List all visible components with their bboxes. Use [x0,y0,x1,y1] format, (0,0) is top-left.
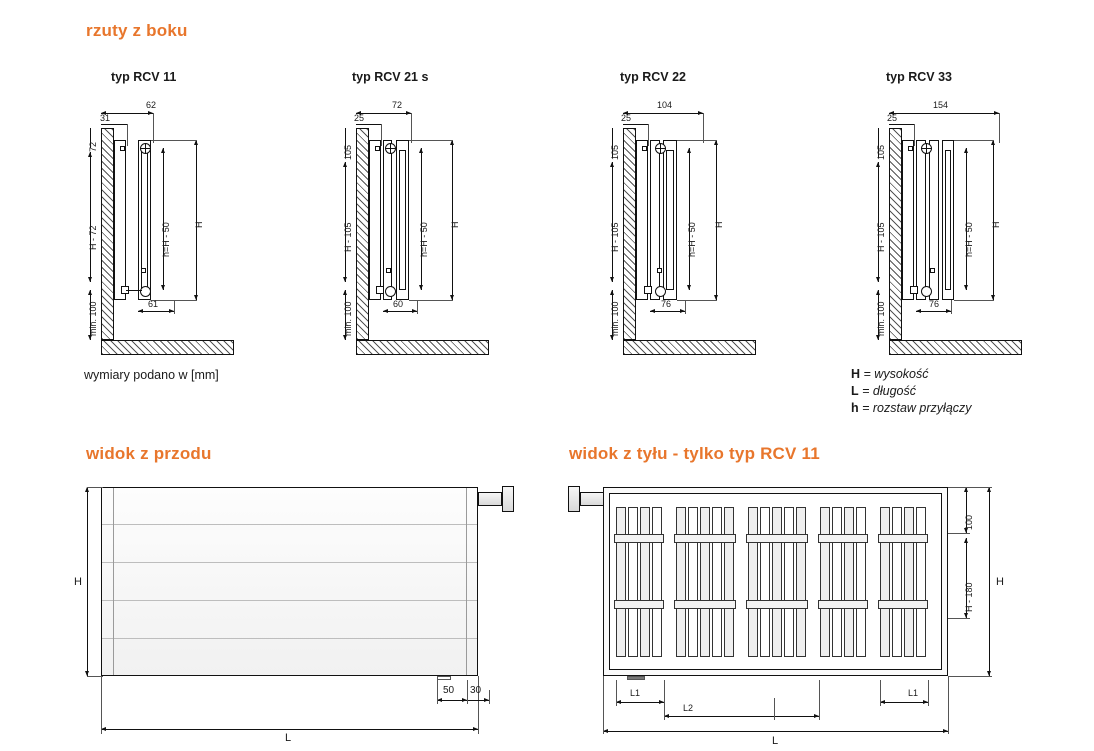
ext-line-5 [951,300,952,314]
rear-fin [688,507,698,657]
ext-line-4 [677,300,717,301]
wall-hatch [101,128,114,340]
valve-nipple [580,492,604,506]
ext-line-a [437,680,438,704]
ext-line-rear-l2 [948,676,949,734]
dim-arrow-up-1 [876,162,880,167]
ext-line-2 [914,124,915,146]
dim-floor-min: min. 100 [610,301,620,336]
bracket-fix-top [642,146,647,151]
dim-height: H [714,221,724,228]
dim-top-small: 25 [621,113,632,123]
valve-connection-bottom [140,286,151,297]
ext-line-1 [411,113,412,143]
front-bottom-connector [437,676,451,680]
dim-arrow-up-3 [419,148,423,153]
dim-line-seg-right [880,702,928,703]
dim-arrow-left-2 [650,309,655,313]
rear-fin [844,507,854,657]
mounting-profile [114,140,126,300]
dim-line-seg-left [616,702,664,703]
valve-body-bottom [376,286,384,294]
dim-arrow-up-2 [876,290,880,295]
legend-text-h: = rozstaw przyłączy [862,401,972,415]
dim-front-height: H [74,576,82,588]
dim-line-top-total [623,113,703,114]
dim-seg-left: L1 [630,688,641,698]
dim-seg-mid: L2 [683,703,694,713]
rear-fin [820,507,830,657]
dim-arrow-up-2 [343,290,347,295]
mounting-profile [369,140,381,300]
radiator-panel-mid [929,140,939,300]
dim-arrow-up-3 [687,148,691,153]
mounting-profile [636,140,648,300]
dim-arrow-left-2 [916,309,921,313]
dim-bottom: 61 [148,299,159,309]
dim-arrow-left-2 [383,309,388,313]
dim-top-total: 154 [933,100,949,110]
dim-top-small: 25 [354,113,365,123]
dim-arrow-up-3 [964,148,968,153]
ext-line-rear-s6 [928,680,929,706]
ext-line-rear-s4 [819,680,820,720]
valve-head [502,486,514,512]
radiator-panel-back [383,140,392,300]
air-vent [141,268,146,273]
dim-wall-top: 105 [876,144,886,160]
dim-arrow-down-1 [88,277,92,282]
rear-fin [856,507,866,657]
dim-arrow-down-1 [610,277,614,282]
dim-line-H [196,140,197,300]
dim-arrow-down-1 [876,277,880,282]
dim-front-offset-b: 30 [470,685,482,696]
ext-line-3 [151,140,197,141]
connection-pipe [126,290,142,291]
dim-wall-top: 72 [88,141,98,152]
ext-line-rear-l1 [603,676,604,734]
dim-arrow-left-2 [138,309,143,313]
wall-hatch [356,128,369,340]
radiator-panel-back [650,140,660,300]
front-seam-2 [102,562,477,563]
rear-fin [700,507,710,657]
dim-arrow-down-3 [161,285,165,290]
ext-line-rear-s1 [616,680,617,706]
dim-line-H [716,140,717,300]
dim-line-H [452,140,453,300]
floor-hatch [623,340,756,355]
dim-line-front-H [87,487,88,676]
radiator-panel-inner [945,150,951,290]
dim-line-top-small [889,124,914,125]
dim-height: H [194,221,204,228]
legend-block [851,366,972,417]
ext-line-c [489,690,490,704]
dim-rear-top: 100 [964,514,974,530]
dim-line-seg-mid [664,716,819,717]
rear-crossbar [878,600,928,609]
rear-fin [904,507,914,657]
bracket-fix-top [375,146,380,151]
ext-line-rear-1 [948,487,992,488]
rear-fin [712,507,722,657]
dim-arrow-down-3 [964,285,968,290]
rear-fin [892,507,902,657]
wall-hatch [623,128,636,340]
ext-line-h-top [87,487,103,488]
dim-rear-length: L [772,735,779,747]
ext-line-rear-4 [948,676,992,677]
ext-line-rear-2 [948,533,970,534]
dim-arrow-down-1 [343,277,347,282]
ext-line-2 [381,124,382,146]
side-view-title-2: typ RCV 21 s [352,70,429,84]
dim-line-h [421,148,422,290]
legend-text-H: = wysokość [863,367,929,381]
side-view-title-1: typ RCV 11 [111,70,177,84]
rear-fin [628,507,638,657]
rear-fin [916,507,926,657]
rear-crossbar [818,534,868,543]
ext-line-l-left [101,676,102,734]
dim-wall-top: 105 [343,144,353,160]
ext-line-5 [685,300,686,314]
ext-line-1 [703,113,704,143]
rear-bottom-connector [627,676,645,680]
dim-front-length: L [285,732,292,744]
front-seam-3 [102,600,477,601]
legend-row-l [851,383,972,400]
dim-arrow-up-2 [88,290,92,295]
valve-head [568,486,580,512]
rear-crossbar [674,600,736,609]
dim-arrow-down-3 [419,285,423,290]
dim-line-h [966,148,967,290]
radiator-panel-back [916,140,926,300]
dim-line-rear-H [989,487,990,676]
dim-arrow-up-1 [610,162,614,167]
floor-hatch [101,340,234,355]
front-edge-right [466,488,467,675]
dim-wall-height: H - 105 [876,222,886,252]
rear-crossbar [746,534,808,543]
ext-line-3 [409,140,453,141]
dim-wall-height: H - 105 [610,222,620,252]
ext-line-b [467,680,468,704]
ext-line-5 [174,300,175,314]
dim-line-top-small [356,124,381,125]
rear-crossbar [878,534,928,543]
ext-line-2 [648,124,649,146]
rear-crossbar [674,534,736,543]
legend-row-h-small [851,400,972,417]
ext-line-4 [409,300,453,301]
ext-line-2 [127,124,128,146]
valve-nipple [478,492,502,506]
ext-line-1 [999,113,1000,143]
rear-fin [832,507,842,657]
ext-line-rear-3 [948,618,970,619]
dim-height: H [450,221,460,228]
ext-line-3 [954,140,994,141]
rear-crossbar [614,534,664,543]
valve-top-cross-v [390,143,391,154]
section-title-front-view: widok z przodu [86,444,212,463]
dim-rear-height: H [996,576,1004,588]
front-radiator-body [101,487,478,676]
rear-fin [748,507,758,657]
rear-fin [880,507,890,657]
dim-h-formula: h=H - 50 [964,222,974,257]
rear-fin [676,507,686,657]
dim-height: H [991,221,1001,228]
wall-hatch [889,128,902,340]
dim-front-offset-a: 50 [443,685,455,696]
dim-arrow-up-2 [610,290,614,295]
ext-line-rear-s5 [880,680,881,706]
dim-floor-min: min. 100 [88,301,98,336]
dim-line-h [689,148,690,290]
rear-fin [760,507,770,657]
bracket-fix-top [120,146,125,151]
dim-top-total: 104 [657,100,673,110]
side-view-title-4: typ RCV 33 [886,70,952,84]
dim-h-formula: h=H - 50 [161,222,171,257]
dim-line-wall-height [90,152,91,282]
valve-top-cross-v [926,143,927,154]
dim-arrow-up-1 [88,152,92,157]
front-edge-left [113,488,114,675]
air-vent [930,268,935,273]
dim-line-rear-L [603,731,948,732]
front-seam-1 [102,524,477,525]
dim-wall-height: H - 72 [88,225,98,250]
dim-arrow-rear-mid-u [964,538,968,543]
valve-body-bottom [910,286,918,294]
dim-top-total: 72 [392,100,403,110]
valve-top-cross-v [145,143,146,154]
air-vent [657,268,662,273]
valve-connection-bottom [385,286,396,297]
dim-bottom: 76 [661,299,672,309]
side-view-title-3: typ RCV 22 [620,70,686,84]
dim-arrow-down-3 [687,285,691,290]
dim-top-total: 62 [146,100,157,110]
section-title-side-views: rzuty z boku [86,21,188,40]
valve-top-cross-v [660,143,661,154]
dim-line-h [163,148,164,290]
dim-top-small: 25 [887,113,898,123]
rear-fin [616,507,626,657]
rear-crossbar [614,600,664,609]
legend-row-h [851,366,972,383]
dim-bottom: 76 [929,299,940,309]
dim-floor-min: min. 100 [876,301,886,336]
rear-fin [796,507,806,657]
dim-top-small: 31 [100,113,111,123]
rear-fin [640,507,650,657]
rear-fin [772,507,782,657]
ext-line-rear-s3 [774,698,775,720]
legend-symbol-h: h [851,401,859,415]
radiator-panel-inner [666,150,674,290]
bracket-fix-top [908,146,913,151]
dim-line-top-small [101,124,127,125]
ext-line-3 [677,140,717,141]
rear-fin [724,507,734,657]
ext-line-rear-s2 [664,680,665,720]
rear-crossbar [746,600,808,609]
dim-line-top-total [356,113,411,114]
mounting-profile [902,140,914,300]
dim-line-top-small [623,124,648,125]
air-vent [386,268,391,273]
dim-line-top-total [889,113,999,114]
dim-wall-height: H - 105 [343,222,353,252]
units-note: wymiary podano w [mm] [84,368,219,382]
dim-line-front-L [101,729,478,730]
rear-fin [784,507,794,657]
dim-seg-right: L1 [908,688,919,698]
ext-line-5 [417,300,418,314]
legend-text-L: = długość [862,384,916,398]
valve-connection-bottom [921,286,932,297]
ext-line-4 [954,300,994,301]
section-title-rear-view: widok z tyłu - tylko typ RCV 11 [569,444,820,463]
radiator-panel-inner [399,150,406,290]
rear-crossbar [818,600,868,609]
floor-hatch [889,340,1022,355]
valve-connection-bottom [655,286,666,297]
dim-floor-min: min. 100 [343,301,353,336]
dim-arrow-up-1 [343,162,347,167]
ext-line-1 [153,113,154,143]
dim-line-H [993,140,994,300]
rear-fin [652,507,662,657]
legend-symbol-L: L [851,384,859,398]
floor-hatch [356,340,489,355]
dim-rear-mid: H - 180 [964,582,974,612]
legend-symbol-H: H [851,367,861,381]
dim-arrow-up-3 [161,148,165,153]
front-seam-4 [102,638,477,639]
dim-wall-top: 105 [610,144,620,160]
dim-h-formula: h=H - 50 [687,222,697,257]
dim-h-formula: h=H - 50 [419,222,429,257]
valve-body-bottom [644,286,652,294]
dim-bottom: 60 [393,299,404,309]
